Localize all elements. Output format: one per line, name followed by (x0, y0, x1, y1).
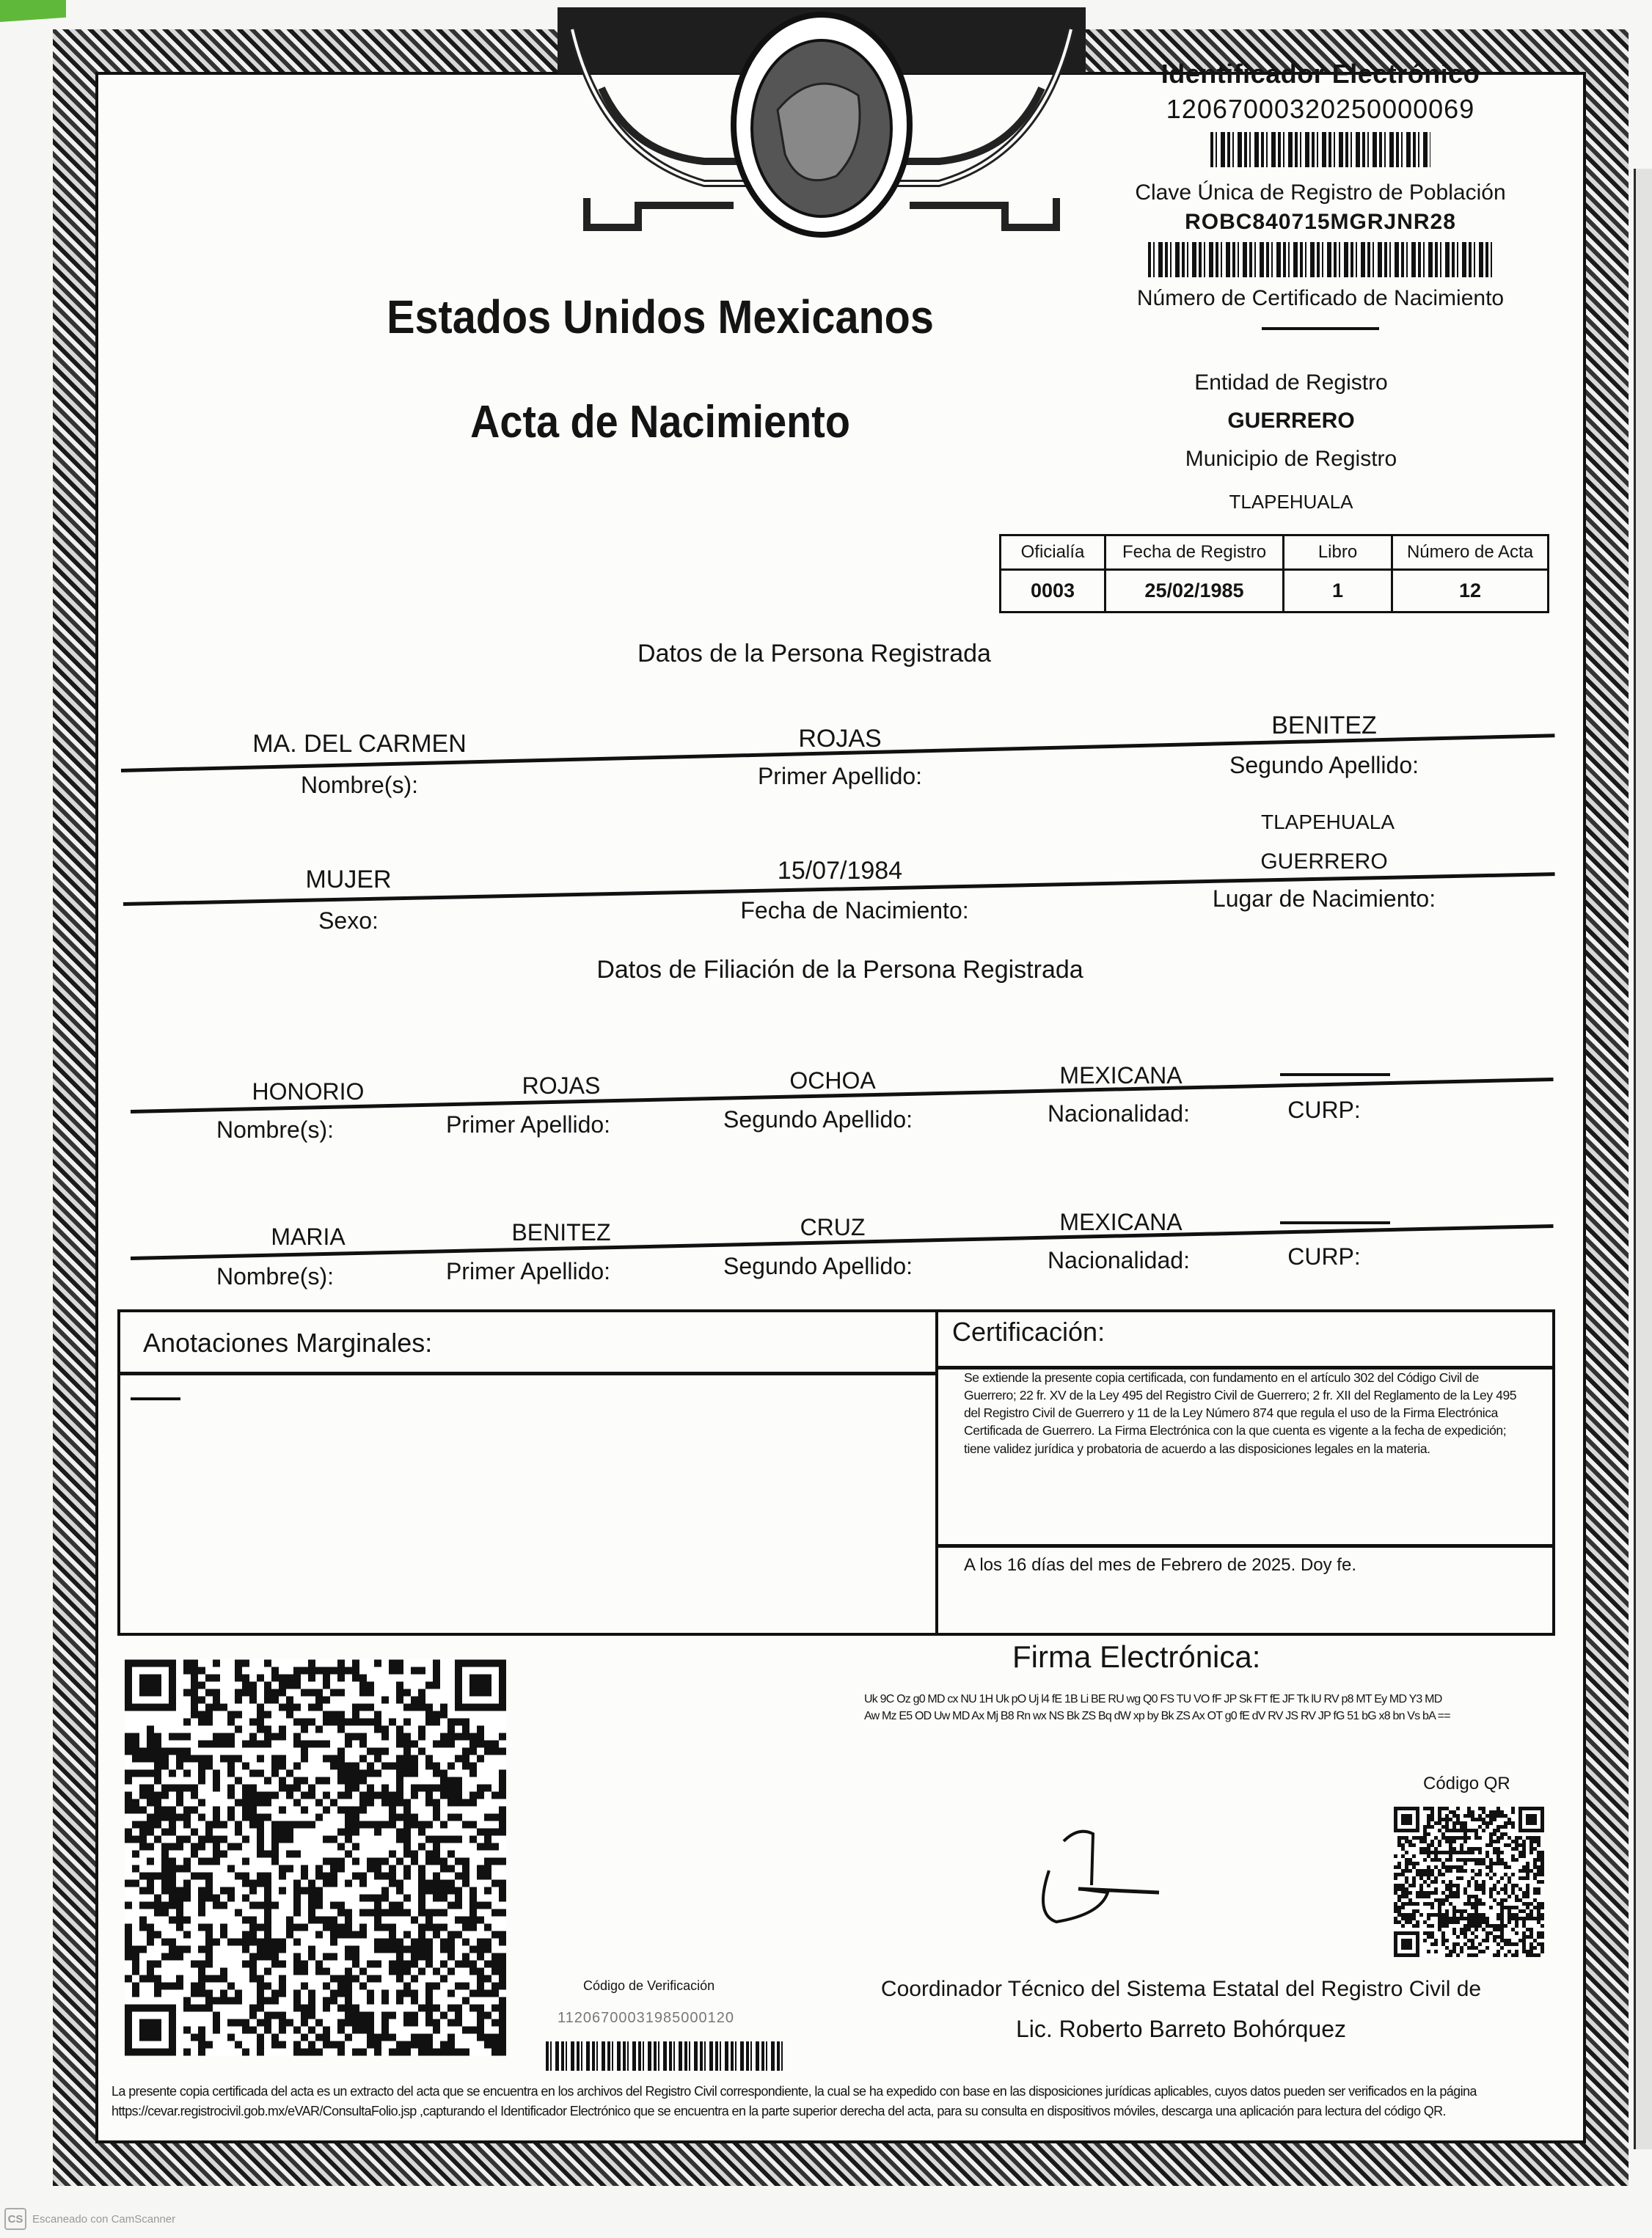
father-curp-label: CURP: (1287, 1097, 1361, 1123)
certification-date-line (938, 1544, 1555, 1548)
father-nationality-label: Nacionalidad: (1048, 1100, 1190, 1127)
verification-code-value: 1120670003198500012​0 (558, 2010, 734, 2026)
person-first-surname-label: Primer Apellido: (757, 763, 923, 789)
person-second-surname: BENITEZ (1271, 712, 1377, 739)
person-sex: MUJER (305, 866, 392, 893)
father-second-surname-label: Segundo Apellido: (723, 1106, 913, 1133)
certification-date: A los 16 días del mes de Febrero de 2025. Doy fe. (964, 1555, 1356, 1575)
electronic-signature-code: Uk 9C Oz g0 MD cx NU 1H Uk pO Uj l4 fE 1B Li BE RU wg Q0 FS TU VO fF JP Sk FT fE JF Tk lU RV p8 MT Ey MD Y3 MD Aw Mz E5 OD Uw MD Ax Mj B8 Rn wx NS Bk ZS Bq dW xp by Bk ZS Ax OT g0 fE dV RV JS RV JP fG 51 bG x8 bn Vs bA == (864, 1693, 1450, 1723)
header-libro: Libro (1284, 535, 1392, 570)
camscanner-watermark (4, 2208, 175, 2230)
father-first-name: HONORIO (252, 1078, 365, 1105)
birth-place-label: Lugar de Nacimiento: (1212, 885, 1436, 912)
numero-acta-value: 12 (1392, 570, 1549, 612)
mother-nationality-label: Nacionalidad: (1048, 1247, 1190, 1273)
person-second-surname-label: Segundo Apellido: (1229, 752, 1419, 778)
national-crest-icon (558, 7, 1086, 249)
country-title: Estados Unidos Mexicanos (387, 290, 934, 343)
footer-legal-text: La presente copia certificada del acta es un extracto del acta que se encuentra en los archivos del Registro Civil correspondiente, la cual se ha expedido con base en las disposiciones jurídicas aplicables, cuyos datos pueden ser verificados en la página https://cevar.registrocivil.gob.mx/eVAR/ConsultaFolio.jsp ,capturando el Identificador Electrónico que se encuentra en la parte superior derecha del acta, para su consulta en dispositivos móviles, descarga una aplicación para lectura del código QR. (112, 2084, 1477, 2118)
registry-table-header (1001, 535, 1549, 570)
entity-label: Entidad de Registro (1194, 370, 1388, 395)
document-title: Acta de Nacimiento (470, 397, 850, 447)
municipality-label: Municipio de Registro (1185, 447, 1397, 471)
sex-label: Sexo: (318, 907, 379, 934)
mother-second-surname: CRUZ (800, 1214, 866, 1240)
municipality-value: TLAPEHUALA (1229, 491, 1353, 513)
filiation-title: Datos de Filiación de la Persona Registrada (596, 956, 1083, 984)
father-second-surname: OCHOA (789, 1067, 876, 1094)
mother-first-surname: BENITEZ (511, 1219, 611, 1246)
electronic-id-value: 120670003202500000​69 (1166, 94, 1475, 124)
qr-code-icon[interactable] (1394, 1807, 1544, 1957)
birth-place-municipality: TLAPEHUALA (1260, 811, 1395, 833)
mother-second-surname-label: Segundo Apellido: (723, 1253, 913, 1279)
header-fecha-registro: Fecha de Registro (1105, 535, 1284, 570)
mother-first-name: MARIA (271, 1224, 346, 1250)
annotations-header-line (117, 1372, 938, 1375)
qr-code-label: Código QR (1423, 1774, 1510, 1793)
curp-barcode (1148, 242, 1493, 277)
official-title: Coordinador Técnico del Sistema Estatal del Registro Civil de (880, 1977, 1482, 2001)
mother-first-name-label: Nombre(s): (216, 1263, 335, 1290)
annotations-title: Anotaciones Marginales: (143, 1328, 433, 1358)
identifiers-block (1071, 59, 1570, 330)
father-nationality: MEXICANA (1059, 1062, 1183, 1089)
next-page-edge (1634, 169, 1652, 2149)
electronic-id-label: Identificador Electrónico (1161, 59, 1480, 89)
mother-first-surname-label: Primer Apellido: (445, 1258, 611, 1284)
mother-curp-empty (1280, 1221, 1390, 1224)
header-oficialia: Oficialía (1001, 535, 1105, 570)
verification-qr-code-icon[interactable] (125, 1658, 506, 2058)
registered-person-title: Datos de la Persona Registrada (637, 640, 991, 668)
father-first-name-label: Nombre(s): (216, 1116, 335, 1143)
father-first-surname: ROJAS (522, 1072, 601, 1099)
curp-label: Clave Única de Registro de Población (1135, 180, 1506, 205)
father-curp-empty (1280, 1073, 1390, 1076)
birth-certificate-label: Número de Certificado de Nacimiento (1136, 286, 1505, 310)
birth-place-state: GUERRERO (1260, 849, 1388, 874)
registry-block (1071, 370, 1511, 527)
electronic-signature-title: Firma Electrónica: (1012, 1639, 1261, 1674)
birth-certificate-value-empty (1262, 327, 1379, 330)
person-first-surname: ROJAS (798, 725, 882, 753)
certification-title: Certificación: (952, 1317, 1105, 1347)
curp-value: ROBC840715MGRJNR28 (1185, 210, 1456, 234)
entity-value: GUERRERO (1227, 409, 1355, 433)
fecha-registro-value: 25/02/1985 (1105, 570, 1284, 612)
electronic-id-barcode (1210, 132, 1430, 167)
certification-text: Se extiende la presente copia certificada, con fundamento en el artículo 302 del Código Civil de Guerrero; 22 fr. XV de la Ley 495 del Registro Civil de Guerrero; 2 fr. XII del Reglamento de la Ley 495 del Registro Civil de Guerrero y 11 de la Ley Número 874 que regula el uso de la Firma Electrónica Certificada de Guerrero. La Firma Electrónica con la que cuenta es vigente a la fecha de expedición; tiene validez jurídica y probatoria de acuerdo a las disposiciones legales en la materia. (964, 1370, 1517, 1456)
handwritten-signature (1020, 1819, 1203, 1929)
box-divider (935, 1309, 938, 1636)
verification-code-label: Código de Verificación (583, 1978, 715, 1993)
person-birth-date: 15/07/1984 (777, 857, 903, 885)
person-first-name-label: Nombre(s): (300, 772, 419, 798)
header-numero-acta: Número de Acta (1392, 535, 1549, 570)
registry-table (999, 534, 1549, 613)
camscanner-logo-icon: CS (4, 2208, 26, 2230)
libro-value: 1 (1284, 570, 1392, 612)
official-name: Lic. Roberto Barreto Bohórquez (1015, 2016, 1347, 2042)
annotations-empty-value (131, 1397, 180, 1400)
mother-curp-label: CURP: (1287, 1243, 1361, 1270)
birth-date-label: Fecha de Nacimiento: (740, 897, 969, 924)
camscanner-text: Escaneado con CamScanner (32, 2212, 176, 2226)
verification-barcode (546, 2041, 784, 2071)
person-first-name: MA. DEL CARMEN (252, 730, 467, 758)
mother-nationality: MEXICANA (1059, 1209, 1183, 1235)
registry-table-row (1001, 570, 1549, 612)
father-first-surname-label: Primer Apellido: (445, 1111, 611, 1138)
oficialia-value: 0003 (1001, 570, 1105, 612)
